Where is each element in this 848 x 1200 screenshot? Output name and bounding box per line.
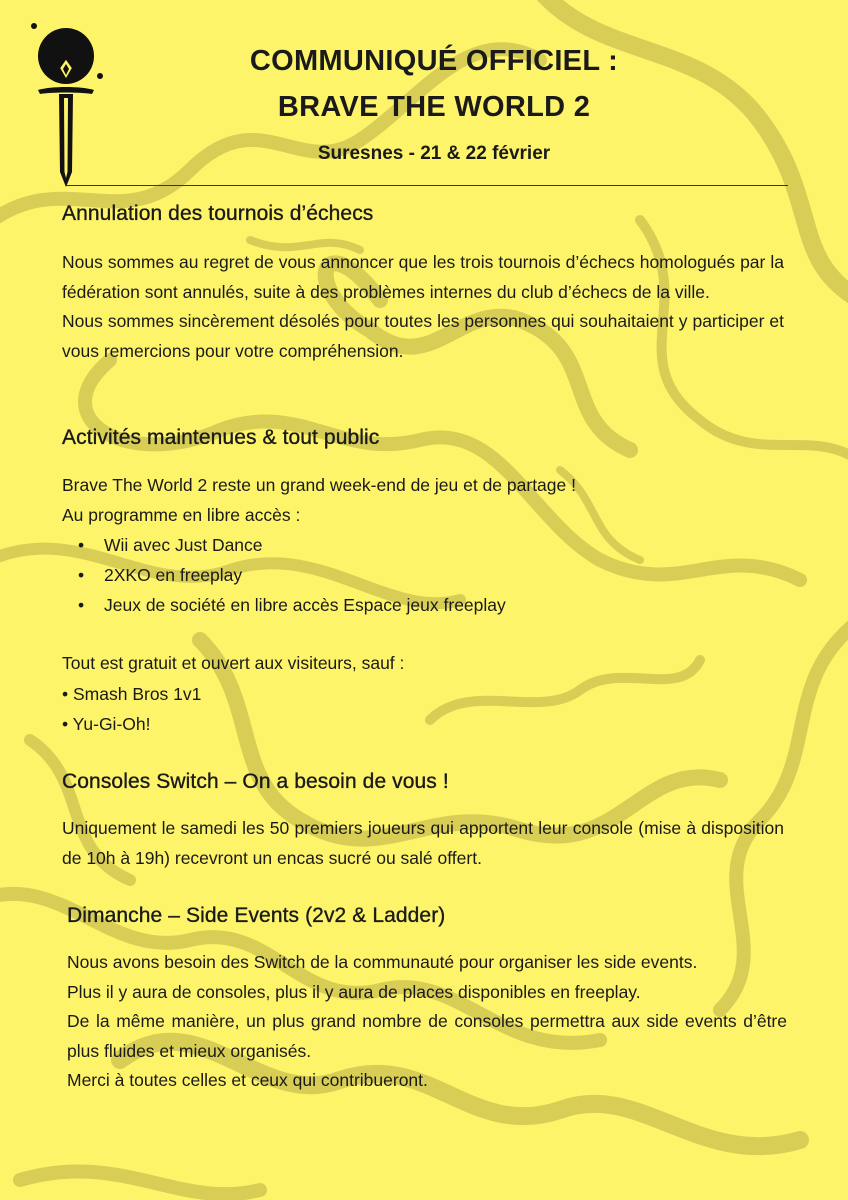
free-activities-list <box>62 530 784 620</box>
location-date: Suresnes - 21 & 22 février <box>317 143 551 164</box>
activites-intro-2: Au programme en libre accès : <box>62 504 301 525</box>
list-item: • Yu-Gi-Oh! <box>62 713 151 734</box>
section-annulation <box>62 202 784 366</box>
title-line-1: COMMUNIQUÉ OFFICIEL : <box>249 45 619 77</box>
activites-intro-1: Brave The World 2 reste un grand week-end de jeu et de partage ! <box>62 475 576 495</box>
section-heading-annulation: Annulation des tournois d’échecs <box>62 202 374 225</box>
page-title <box>110 38 758 130</box>
annulation-paragraph-1: Nous sommes au regret de vous annoncer que les trois tournois d’échecs homologués par la fédération sont annulés, suite à des problèmes internes du club d’échecs de la ville. <box>62 252 784 302</box>
annulation-paragraph-2: Nous sommes sincèrement désolés pour toutes les personnes qui souhaitaient y participer et vous remercions pour votre compréhension. <box>62 311 784 361</box>
consoles-paragraph: Uniquement le samedi les 50 premiers joueurs qui apportent leur console (mise à disposition de 10h à 19h) recevront un encas sucré ou salé offert. <box>62 818 784 868</box>
list-item: • 2XKO en freeplay <box>62 560 784 590</box>
section-heading-activites: Activités maintenues & tout public <box>62 426 380 449</box>
sword-sun-logo-icon <box>26 22 116 197</box>
section-activites <box>62 426 784 739</box>
dimanche-paragraph-3: De la même manière, un plus grand nombre de consoles permettra aux side events d’être plus fluides et mieux organisés. <box>67 1011 787 1061</box>
section-consoles <box>62 770 784 873</box>
header-divider <box>66 185 788 186</box>
section-dimanche <box>67 904 787 1096</box>
list-item: • Jeux de société en libre accès Espace jeux freeplay <box>62 590 784 620</box>
dimanche-paragraph-2: Plus il y aura de consoles, plus il y aura de places disponibles en freeplay. <box>67 981 641 1002</box>
title-line-2: BRAVE THE WORLD 2 <box>277 91 591 123</box>
paid-activities-list <box>62 679 784 739</box>
dimanche-paragraph-1: Nous avons besoin des Switch de la communauté pour organiser les side events. <box>67 952 698 972</box>
list-item: • Wii avec Just Dance <box>62 530 784 560</box>
dimanche-paragraph-4: Merci à toutes celles et ceux qui contribueront. <box>67 1070 428 1090</box>
paid-intro: Tout est gratuit et ouvert aux visiteurs, sauf : <box>62 653 405 673</box>
section-heading-dimanche: Dimanche – Side Events (2v2 & Ladder) <box>67 904 446 927</box>
section-heading-consoles: Consoles Switch – On a besoin de vous ! <box>62 770 449 793</box>
list-item: • Smash Bros 1v1 <box>62 683 202 704</box>
